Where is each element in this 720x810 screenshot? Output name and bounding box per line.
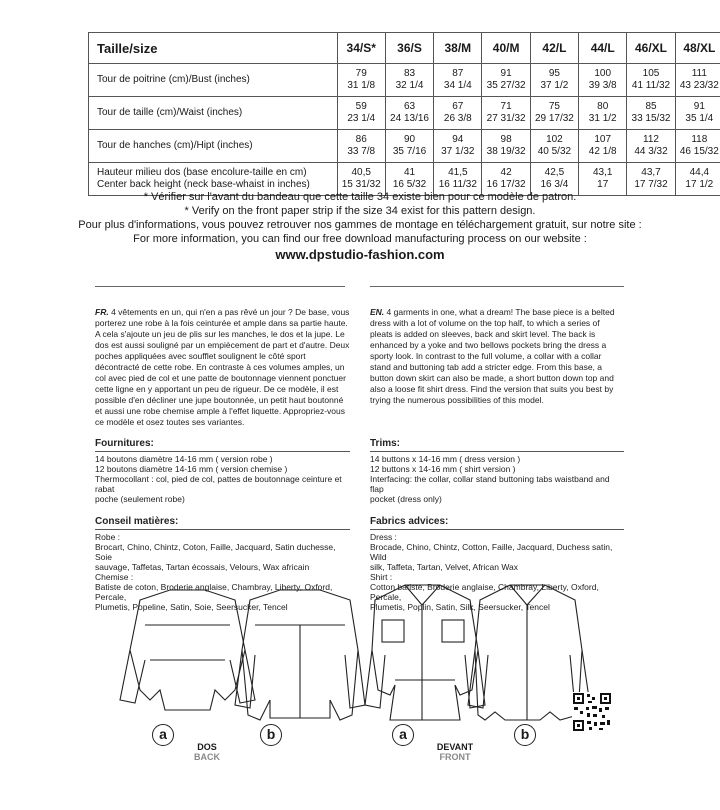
size-header: 46/XL <box>627 33 675 64</box>
lang-tag-fr: FR. <box>95 307 109 317</box>
table-cell: 94 37 1/32 <box>434 130 482 163</box>
list-item: pocket (dress only) <box>370 494 442 504</box>
list-item: 12 buttons x 14-16 mm ( shirt version ) <box>370 464 516 474</box>
table-cell: 59 23 1/4 <box>337 97 385 130</box>
front-label-fr: DEVANT <box>436 742 474 752</box>
list-item: Interfacing: the collar, collar stand buttoning tabs waistband and flap <box>370 474 610 494</box>
row-label-hip: Tour de hanches (cm)/Hipt (inches) <box>89 130 338 163</box>
row-label-waist: Tour de taille (cm)/Waist (inches) <box>89 97 338 130</box>
back-view-a-drawing <box>120 590 255 710</box>
list-item: silk, Taffeta, Tartan, Velvet, African Wax <box>370 562 519 572</box>
back-view-label <box>182 742 232 762</box>
list-item: Cotton batiste, Broderie anglaise, Chambray, Liberty, Oxford, Percale, <box>370 582 599 602</box>
size-header: 42/L <box>530 33 578 64</box>
table-cell: 90 35 7/16 <box>385 130 433 163</box>
variant-a-badge: a <box>392 724 414 746</box>
table-cell: 85 33 15/32 <box>627 97 675 130</box>
variant-a-badge: a <box>152 724 174 746</box>
list-item: Robe : <box>95 532 121 542</box>
note-size-fr: * Vérifier sur l'avant du bandeau que cette taille 34 existe bien pour ce modèle de patron. <box>143 191 577 203</box>
table-cell: 42 16 17/32 <box>482 163 530 196</box>
list-item: poche (seulement robe) <box>95 494 185 504</box>
list-item: Brocade, Chino, Chintz, Cotton, Faille, Jacquard, Duchess satin, Wild <box>370 542 613 562</box>
size-header: 48/XL <box>675 33 720 64</box>
description-fr: FR. 4 vêtements en un, qui n'en a pas rêvé un jour ? De base, vous porterez une robe à la fois ceinturée et ample dans sa partie haute. A cela s'ajoute un jeu de plis sur les manches, le dos et la jupe. Le dos est aussi souligné par un empiècement de part et d'autre. Deux poches appliquées avec soufflet soulignent le côté sport décontracté de cette robe. En contraste à ces volumes amples, un col avec pied de col et une patte de boutonnage viennent ponctuer cette ligne en y apportant un peu de rigueur. De ce modèle, il est possible d'en décliner une jupe boutonnée, un petit haut boutonné et aussi une robe chemise ample à l'effet liquette. Appropriez-vous ce modèle et osez toutes ses variantes. <box>95 307 350 427</box>
table-cell: 102 40 5/32 <box>530 130 578 163</box>
size-header: 34/S* <box>337 33 385 64</box>
table-cell: 41,5 16 11/32 <box>434 163 482 196</box>
table-cell: 41 16 5/32 <box>385 163 433 196</box>
table-cell: 83 32 1/4 <box>385 64 433 97</box>
table-cell: 95 37 1/2 <box>530 64 578 97</box>
table-cell: 105 41 11/32 <box>627 64 675 97</box>
front-view-label <box>425 742 485 762</box>
table-cell: 80 31 1/2 <box>579 97 627 130</box>
note-info-en: For more information, you can find our free download manufacturing process on our website : <box>133 233 587 245</box>
table-cell: 91 35 1/4 <box>675 97 720 130</box>
variant-b-badge: b <box>260 724 282 746</box>
table-cell: 111 43 23/32 <box>675 64 720 97</box>
list-item: Dress : <box>370 532 397 542</box>
list-item: Plumetis, Poplin, Satin, Silk, Seersucker, Tencel <box>370 602 550 612</box>
lang-tag-en: EN. <box>370 307 385 317</box>
variant-b-badge: b <box>514 724 536 746</box>
list-item: 14 buttons x 14-16 mm ( dress version ) <box>370 454 521 464</box>
size-header: 40/M <box>482 33 530 64</box>
list-item: 12 boutons diamètre 14-16 mm ( version chemise ) <box>95 464 288 474</box>
table-cell: 40,5 15 31/32 <box>337 163 385 196</box>
list-item: Chemise : <box>95 572 134 582</box>
list-item: Plumetis, Popeline, Satin, Soie, Seersucker, Tencel <box>95 602 288 612</box>
table-cell: 86 33 7/8 <box>337 130 385 163</box>
back-label-en: BACK <box>194 752 220 762</box>
supplies-title-en: Trims: <box>370 438 624 452</box>
qr-code-icon[interactable] <box>572 692 612 732</box>
back-label-fr: DOS <box>197 742 217 752</box>
size-header: 36/S <box>385 33 433 64</box>
front-view-a-drawing <box>365 585 485 720</box>
website-link[interactable]: www.dpstudio-fashion.com <box>275 247 445 262</box>
table-cell: 98 38 19/32 <box>482 130 530 163</box>
table-cell: 118 46 15/32 <box>675 130 720 163</box>
row-label-bust: Tour de poitrine (cm)/Bust (inches) <box>89 64 338 97</box>
list-item: Batiste de coton, Broderie anglaise, Chambray, Liberty, Oxford, Percale, <box>95 582 333 602</box>
row-label-back-height: Hauteur milieu dos (base encolure-taille en cm) Center back height (neck base-whaist in inches) <box>89 163 338 196</box>
list-item: sauvage, Taffetas, Tartan écossais, Velours, Wax africain <box>95 562 310 572</box>
note-info-fr: Pour plus d'informations, vous pouvez retrouver nos gammes de montage en téléchargement gratuit, sur notre site : <box>78 219 642 231</box>
table-cell: 87 34 1/4 <box>434 64 482 97</box>
table-cell: 75 29 17/32 <box>530 97 578 130</box>
supplies-title-fr: Fournitures: <box>95 438 350 452</box>
size-header-label: Taille/size <box>89 33 338 64</box>
table-cell: 100 39 3/8 <box>579 64 627 97</box>
table-cell: 112 44 3/32 <box>627 130 675 163</box>
table-cell: 44,4 17 1/2 <box>675 163 720 196</box>
front-label-en: FRONT <box>439 752 471 762</box>
size-header: 38/M <box>434 33 482 64</box>
table-cell: 42,5 16 3/4 <box>530 163 578 196</box>
table-cell: 91 35 27/32 <box>482 64 530 97</box>
table-cell: 43,7 17 7/32 <box>627 163 675 196</box>
table-cell: 71 27 31/32 <box>482 97 530 130</box>
note-size-en: * Verify on the front paper strip if the size 34 exist for this pattern design. <box>184 205 536 217</box>
list-item: 14 boutons diamètre 14-16 mm ( version robe ) <box>95 454 273 464</box>
fabrics-title-fr: Conseil matières: <box>95 516 350 530</box>
table-cell: 63 24 13/16 <box>385 97 433 130</box>
description-en: EN. 4 garments in one, what a dream! The base piece is a belted dress with a lot of volume on the top half, to which a series of pleats is added on sleeves, back and skirt level. The back is enhanced by a yoke and two bellows pockets bring the dress a sporty look. In contrast to the full volume, a collar with a collar stand and buttoning tab add a stricter edge. From this base, a button down skirt can also be made, a short button down top and also a loose fit shirt dress. Find the version that suits you best by trying the numerous possibilities of this model. <box>370 307 615 405</box>
table-cell: 107 42 1/8 <box>579 130 627 163</box>
fabrics-title-en: Fabrics advices: <box>370 516 624 530</box>
table-cell: 43,1 17 <box>579 163 627 196</box>
size-header: 44/L <box>579 33 627 64</box>
list-item: Brocart, Chino, Chintz, Coton, Faille, Jacquard, Satin duchesse, Soie <box>95 542 336 562</box>
list-item: Shirt : <box>370 572 393 582</box>
table-cell: 79 31 1/8 <box>337 64 385 97</box>
list-item: Thermocollant : col, pied de col, pattes de boutonnage ceinture et rabat <box>95 474 342 494</box>
table-cell: 67 26 3/8 <box>434 97 482 130</box>
